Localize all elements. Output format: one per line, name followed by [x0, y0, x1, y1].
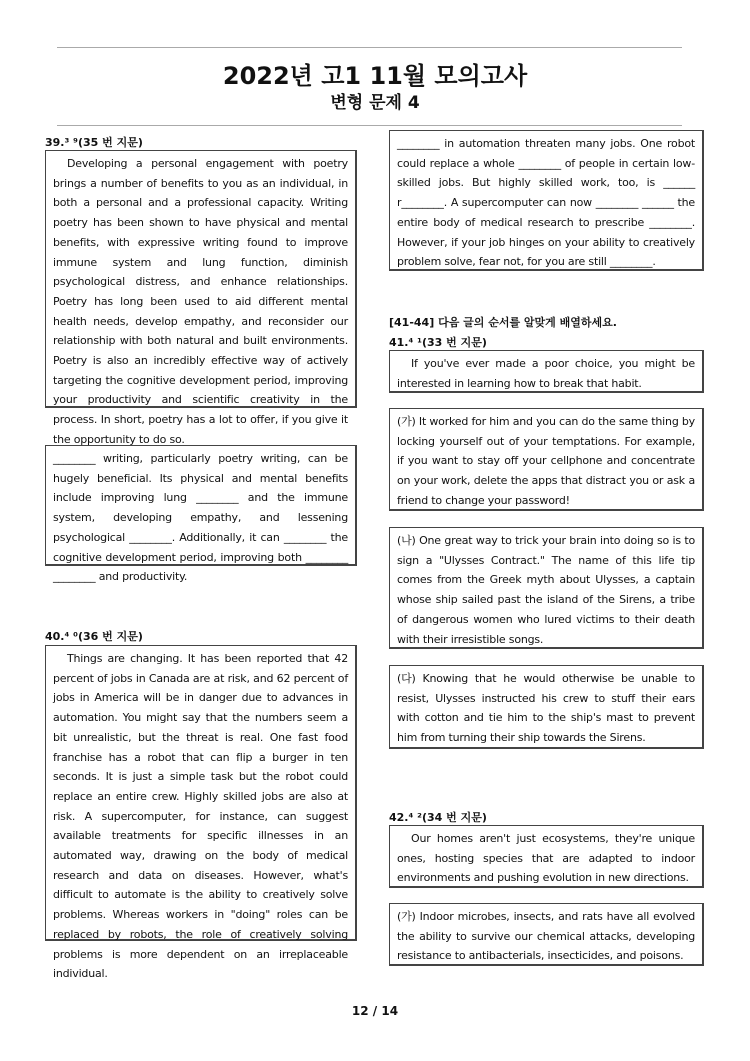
q41-option-a-box	[389, 408, 704, 511]
q39-summary: ________ writing, particularly poetry writing, can be hugely beneficial. Its physical and mental benefits include improving lung ________ and the immune system, developing empathy, and lessening psychological ________. Additionally, it can ________ the cognitive development period, improving both ________ ________ and productivity.	[53, 452, 348, 584]
header-divider	[57, 125, 682, 126]
q40-summary-box	[389, 130, 704, 271]
q42-option-a: (가) Indoor microbes, insects, and rats have all evolved the ability to survive our chemical attacks, developing resistance to antibacterials, insecticides, and poisons.	[397, 910, 695, 963]
q42-option-a-box	[389, 903, 704, 966]
page-number: 12 / 14	[351, 1004, 399, 1018]
q39-passage-box	[45, 150, 357, 446]
q39-passage: Developing a personal engagement with poetry brings a number of benefits to you as an individual, in both a personal and a professional capacity. Writing poetry has been shown to have physical and mental benefits, with expressive writing found to improve immune system and lung function, diminish psychological distress, and enhance relationships. Poetry has long been used to aid different mental health needs, develop empathy, and reconsider our relationship with both natural and built environments. Poetry is also an incredibly effective way of actively targeting the cognitive development period, improving your productivity and scientific creativity in the process. In short, poetry has a lot to offer, if you give it the opportunity to do so.	[53, 157, 348, 446]
top-divider	[57, 47, 682, 48]
q42-intro: Our homes aren't just ecosystems, they're unique ones, hosting species that are adapted to indoor environments and pushing evolution in new directions.	[397, 832, 695, 885]
q41-option-b-box	[389, 527, 704, 649]
q41-option-b: (나) One great way to trick your brain into doing so is to sign a "Ulysses Contract." The name of this life tip comes from the Greek myth about Ulysses, a captain whose ship sailed past the island of the Sirens, a tribe of dangerous women who lured victims to their death with their irresistible songs.	[397, 534, 695, 646]
section-header: [41-44] 다음 글의 순서를 알맞게 배열하세요.	[389, 316, 617, 329]
q42-intro-box	[389, 825, 704, 888]
q39-summary-box	[45, 445, 357, 584]
q41-option-c-box	[389, 665, 704, 749]
q41-intro-box	[389, 350, 704, 393]
q41-option-c: (다) Knowing that he would otherwise be unable to resist, Ulysses instructed his crew to stuff their ears with cotton and tie him to the ship's mast to prevent him from turning their ship towards the Sirens.	[397, 672, 695, 745]
q42-label: 42.⁴ ²(34 번 지문)	[389, 811, 487, 824]
q40-label: 40.⁴ ⁰(36 번 지문)	[45, 630, 143, 643]
page-subtitle: 변형 문제 4	[330, 93, 420, 113]
q40-summary: ________ in automation threaten many jobs. One robot could replace a whole ________ of people in certain low-skilled jobs. But highly skilled work, too, is ______ r________. A supercomputer can now ________ ______ the entire body of medical research to prescribe ________. However, if your job hinges on your ability to creatively problem solve, fear not, for you are still ________.	[397, 137, 695, 269]
q40-passage-box	[45, 645, 357, 981]
q41-label: 41.⁴ ¹(33 번 지문)	[389, 336, 487, 349]
q41-option-a: (가) It worked for him and you can do the same thing by locking yourself out of your temptations. For example, if you want to stay off your cellphone and concentrate on your work, delete the apps that distract you or ask a friend to change your password!	[397, 415, 695, 507]
q40-passage: Things are changing. It has been reported that 42 percent of jobs in Canada are at risk, and 62 percent of jobs in America will be in danger due to advances in automation. You might say that the numbers seem a bit unrealistic, but the threat is real. One fast food franchise has a robot that can flip a burger in ten seconds. It is just a simple task but the robot could replace an entire crew. Highly skilled jobs are also at risk. A supercomputer, for instance, can suggest available treatments for specific illnesses in an automated way, drawing on the body of medical research and data on diseases. However, what's difficult to automate is the ability to creatively solve problems. Whereas workers in "doing" roles can be replaced by robots, the role of creatively solving problems is more dependent on an irreplaceable individual.	[53, 652, 348, 981]
q39-label: 39.³ ⁹(35 번 지문)	[45, 136, 143, 149]
page-title: 2022년 고1 11월 모의고사	[222, 62, 528, 90]
q41-intro: If you've ever made a poor choice, you might be interested in learning how to break that habit.	[397, 357, 695, 390]
